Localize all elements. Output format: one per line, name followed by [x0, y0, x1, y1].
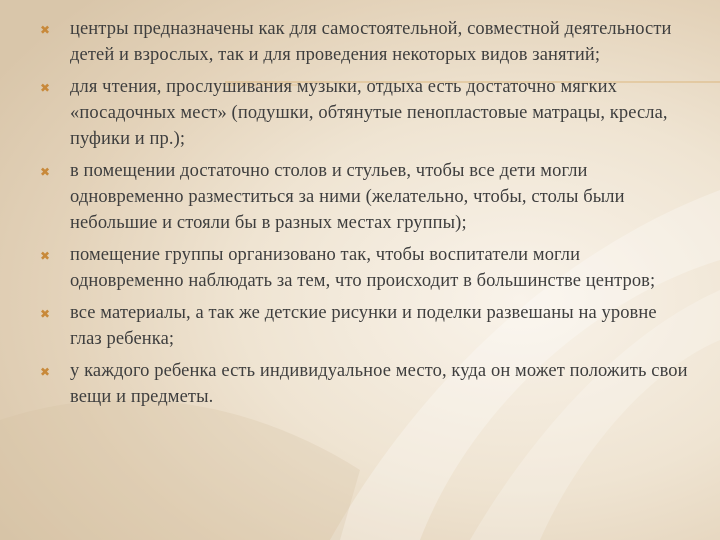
list-item	[40, 16, 690, 68]
bullet-text: для чтения, прослушивания музыки, отдыха есть достаточно мягких «посадочных мест» (подушки, обтянутые пенопластовые матрацы, кресла, пуфики и пр.);	[70, 77, 668, 149]
cross-icon: ✖	[40, 365, 51, 379]
list-item	[40, 300, 690, 352]
cross-icon: ✖	[40, 23, 51, 37]
list-item	[40, 74, 690, 152]
cross-icon: ✖	[40, 307, 51, 321]
bullet-text: у каждого ребенка есть индивидуальное место, куда он может положить свои вещи и предметы.	[70, 361, 688, 407]
bullet-text: в помещении достаточно столов и стульев, чтобы все дети могли одновременно разместиться за ними (желательно, чтобы, столы были небольшие и стояли бы в разных местах группы);	[70, 161, 625, 233]
list-item	[40, 158, 690, 236]
list-item	[40, 242, 690, 294]
cross-icon: ✖	[40, 81, 51, 95]
bullet-text: все материалы, а так же детские рисунки и поделки развешаны на уровне глаз ребенка;	[70, 303, 657, 349]
cross-icon: ✖	[40, 165, 51, 179]
bullet-text: помещение группы организовано так, чтобы воспитатели могли одновременно наблюдать за тем, что происходит в большинстве центров;	[70, 245, 656, 291]
bullet-list	[40, 16, 690, 416]
bullet-text: центры предназначены как для самостоятельной, совместной деятельности детей и взрослых, так и для проведения некоторых видов занятий;	[70, 19, 672, 65]
cross-icon: ✖	[40, 249, 51, 263]
list-item	[40, 358, 690, 410]
